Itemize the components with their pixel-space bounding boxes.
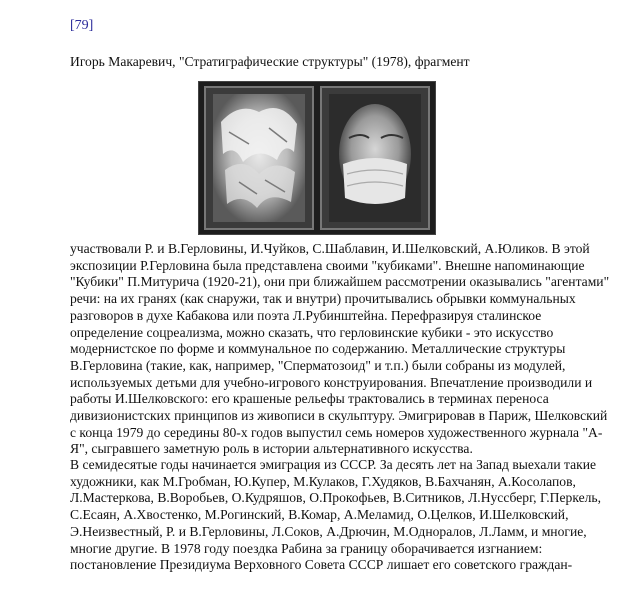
figure-caption: Игорь Макаревич, "Стратиграфические структуры" (1978), фрагмент xyxy=(70,54,470,69)
artwork-photo xyxy=(198,81,436,235)
body-paragraph: В семидесятые годы начинается эмиграция из СССР. За десять лет на Запад выехали такие художники, как М.Гробман, Ю.Купер, М.Кулаков, Г.Худяков, В.Бахчанян, А.Косолапов, Л.Мастеркова, В.Воробьев, О.Кудряшов, О.Прокофьев, В.Ситников, Л.Нуссберг, Г.Перкель, С.Есаян, А.Хвостенко, М.Рогинский, В.Комар, А.Меламид, О.Целков, И.Шелковский, Э.Неизвестный, Р. и В.Герловины, Л.Соков, А.Дрючин, М.Одноралов, Л.Ламм, и многие, многие другие. В 1978 году поездка Рабина за границу оборачивается изгнанием: постановление Президиума Верховного Совета СССР лишает его советского граждан- xyxy=(70,457,601,573)
body-paragraph: участвовали Р. и В.Герловины, И.Чуйков, С.Шаблавин, И.Шелковский, А.Юликов. В этой экспозиции Р.Герловина была представлена своими "кубиками". Внешне напоминающие "Кубики" П.Митурича (1920-21), они при ближайшем рассмотрении оказывались "агентами" речи: на их гранях (как снаружи, так и внутри) прочитывались обрывки коммунальных разговоров в духе Кабакова или поэта Л.Рубинштейна. Перефразируя сталинское определение соцреализма, можно сказать, что герловинские кубики - это искусство модернистское по форме и коммунальное по содержанию. Металлические структуры В.Герловина (такие, как, например, "Сперматозоид" и т.п.) были собраны из модулей, используемых детьми для учебно-игрового конструирования. Впечатление производили и работы И.Шелковского: его крашеные рельефы трактовались в терминах переноса дивизионистских принципов из живописи в скульптуру. Эмигрировав в Париж, Шелковский с конца 1979 до середины 80-х годов выпустил семь номеров художественного журнала "А- Я", сыгравшего заметную роль в истории альтернативного искусства. xyxy=(70,241,610,457)
footnote-reference: [79] xyxy=(70,18,94,33)
